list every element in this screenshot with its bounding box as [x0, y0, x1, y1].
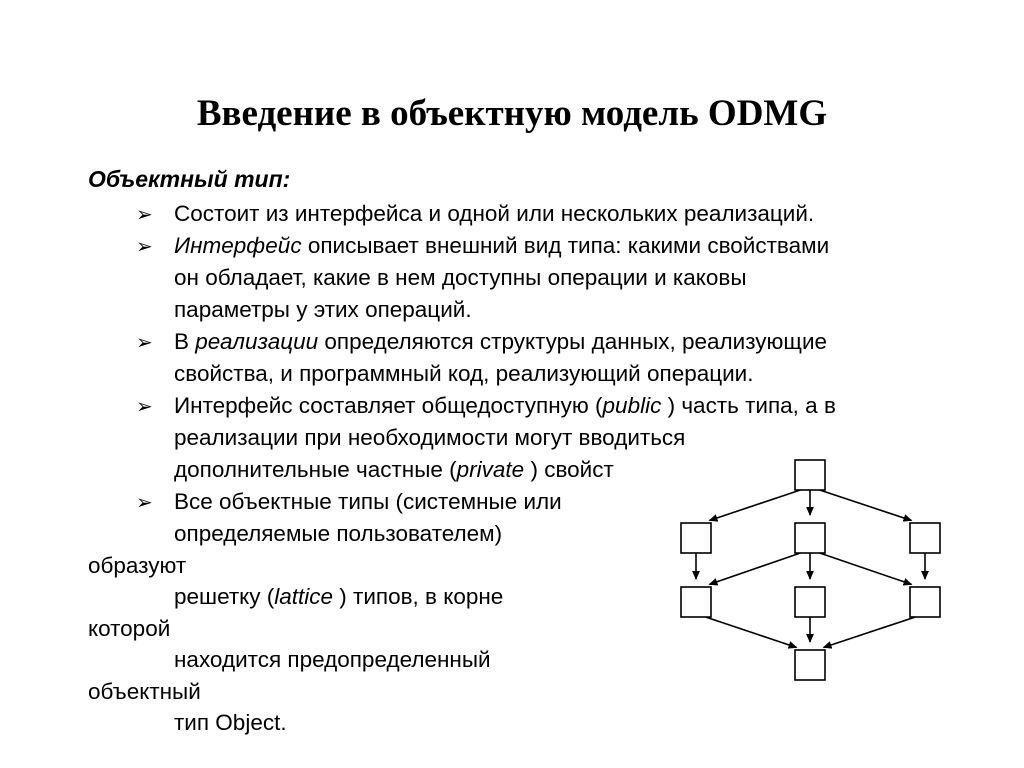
text-run: дополнительные частные (	[174, 457, 457, 482]
lattice-edge	[706, 617, 797, 647]
text-run: находится предопределенный	[174, 647, 491, 672]
text-run: В	[174, 329, 196, 354]
lattice-node	[910, 523, 940, 553]
bullet-wrap-line	[88, 262, 968, 293]
emphasis-term: private	[456, 457, 525, 482]
text-run: свойства, и программный код, реализующий операции.	[174, 361, 754, 386]
text-run: ) часть типа, а в	[661, 393, 836, 418]
lattice-node	[681, 523, 711, 553]
lattice-edge	[820, 490, 912, 520]
bullet-1	[88, 198, 968, 229]
bullet-3	[88, 326, 968, 357]
text-run: решетку (	[174, 584, 275, 609]
text-run: ) свойст	[524, 457, 614, 482]
bullet-wrap-line	[88, 294, 968, 325]
emphasis-term: реализации	[195, 329, 319, 354]
text-run: которой	[88, 616, 171, 641]
text-run: он обладает, какие в нем доступны операции и каковы	[174, 265, 747, 290]
bullet-4	[88, 390, 968, 421]
bullet-arrow-icon: ➢	[136, 234, 153, 258]
text-run: описывает внешний вид типа: какими свойствами	[301, 233, 830, 258]
text-run: параметры у этих операций.	[174, 297, 472, 322]
lattice-svg	[660, 448, 960, 696]
lattice-node	[795, 587, 825, 617]
text-run: Интерфейс составляет общедоступную (	[174, 393, 603, 418]
text-run: реализации при необходимости могут вводиться	[174, 425, 686, 450]
bullet-arrow-icon: ➢	[136, 202, 153, 226]
emphasis-term: lattice	[274, 584, 334, 609]
text-run: определяемые пользователем)	[174, 521, 503, 546]
bullet-wrap-line	[88, 358, 968, 389]
type-lattice-diagram	[660, 448, 960, 696]
lattice-edges	[696, 490, 925, 647]
text-run: ) типов, в корне	[333, 584, 504, 609]
lattice-node	[681, 587, 711, 617]
text-run: тип Object.	[174, 710, 287, 735]
bullet-arrow-icon: ➢	[136, 490, 153, 514]
text-run: определяются структуры данных, реализующие	[318, 329, 828, 354]
emphasis-term: Интерфейс	[174, 233, 302, 258]
text-run: объектный	[88, 679, 201, 704]
bullet-2	[88, 230, 968, 261]
bullet-arrow-icon: ➢	[136, 330, 153, 354]
bullet-wrap-line	[88, 707, 968, 738]
text-run: Состоит из интерфейса и одной или нескольких реализаций.	[174, 201, 815, 226]
lattice-node	[795, 523, 825, 553]
text-run: образуют	[88, 553, 187, 578]
lead-in-heading: Объектный тип:	[88, 166, 291, 192]
lattice-node	[795, 460, 825, 490]
bullet-arrow-icon: ➢	[136, 394, 153, 418]
lattice-edge	[824, 617, 916, 647]
lattice-edge	[820, 553, 912, 584]
lattice-edge	[709, 553, 800, 584]
lattice-node	[910, 587, 940, 617]
lattice-edge	[709, 490, 800, 520]
lattice-node	[795, 650, 825, 680]
text-run: Все объектные типы (системные или	[174, 489, 562, 514]
page-title: Введение в объектную модель ODMG	[196, 93, 828, 134]
emphasis-term: public	[602, 393, 662, 418]
